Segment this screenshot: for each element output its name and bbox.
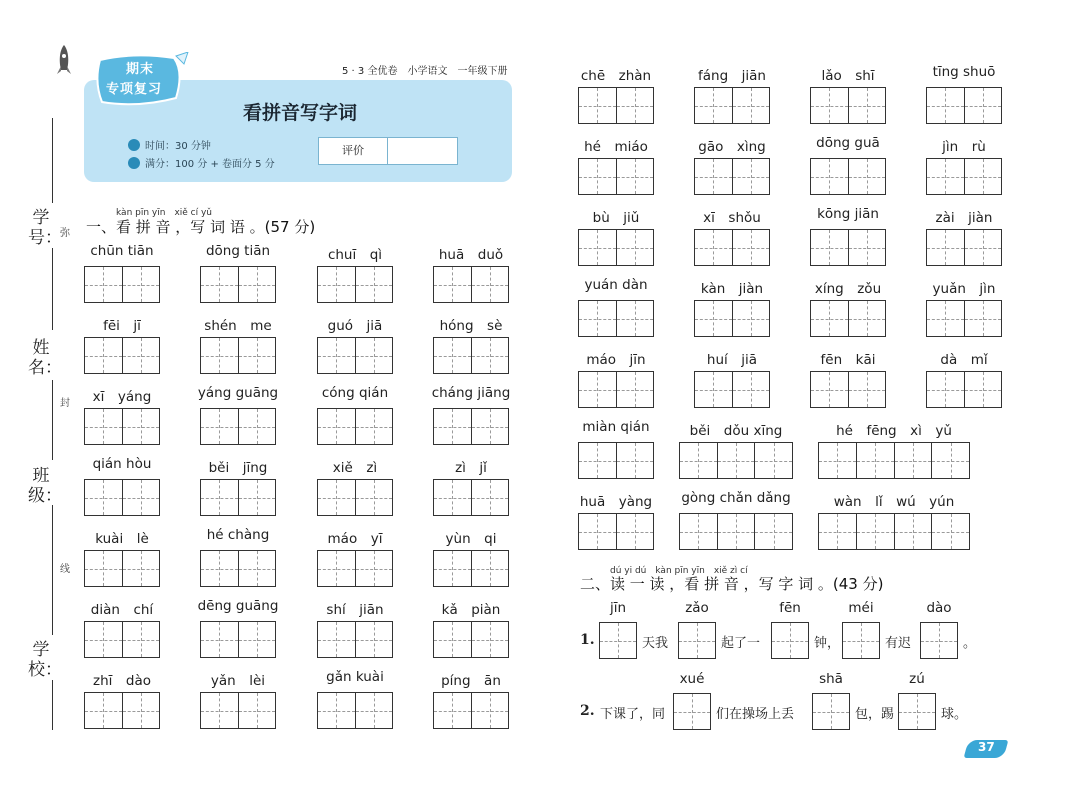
- grid-cell[interactable]: [318, 409, 355, 444]
- writing-grid[interactable]: [679, 442, 793, 479]
- pinyin-label: shén me: [204, 318, 272, 334]
- writing-grid[interactable]: [84, 337, 160, 374]
- answer-box[interactable]: [920, 622, 958, 659]
- grid-cell[interactable]: [355, 409, 393, 444]
- writing-grid[interactable]: [694, 158, 770, 195]
- grid-cell[interactable]: [695, 230, 732, 265]
- page-number: 37: [978, 740, 995, 754]
- grid-cell[interactable]: [811, 301, 848, 336]
- evaluation-label: 评价: [319, 138, 388, 164]
- grid-cell[interactable]: [318, 622, 355, 657]
- grid-cell[interactable]: [894, 443, 932, 478]
- writing-grid[interactable]: [694, 300, 770, 337]
- writing-grid[interactable]: [433, 408, 509, 445]
- grid-cell[interactable]: [927, 88, 964, 123]
- grid-cell[interactable]: [434, 338, 471, 373]
- grid-cell[interactable]: [122, 338, 160, 373]
- grid-cell[interactable]: [85, 338, 122, 373]
- answer-box[interactable]: [898, 693, 936, 730]
- grid-cell[interactable]: [856, 443, 894, 478]
- pinyin-label: kàn jiàn: [700, 281, 764, 297]
- grid-cell[interactable]: [201, 267, 238, 302]
- writing-grid[interactable]: [433, 337, 509, 374]
- rocket-icon: [56, 44, 72, 78]
- grid-cell[interactable]: [201, 480, 238, 515]
- grid-cell[interactable]: [848, 301, 886, 336]
- grid-cell[interactable]: [717, 443, 755, 478]
- writing-grid[interactable]: [810, 158, 886, 195]
- margin-line: [52, 118, 53, 203]
- sentence-text: 起了一: [721, 636, 761, 651]
- answer-box[interactable]: [842, 622, 880, 659]
- grid-cell[interactable]: [616, 372, 654, 407]
- sentence-pinyin: fēn: [779, 600, 801, 616]
- grid-cell[interactable]: [471, 622, 509, 657]
- grid-cell[interactable]: [85, 693, 122, 728]
- grid-cell[interactable]: [732, 372, 770, 407]
- grid-cell[interactable]: [122, 693, 160, 728]
- pinyin-label: kōng jiān: [817, 206, 879, 222]
- sentence-pinyin: xué: [679, 671, 705, 687]
- pinyin-label: dōng guā: [816, 135, 880, 151]
- pinyin-label: xiě zì: [332, 460, 378, 476]
- writing-grid[interactable]: [84, 479, 160, 516]
- pinyin-label: xī yáng: [92, 389, 152, 405]
- grid-cell[interactable]: [355, 622, 393, 657]
- grid-cell[interactable]: [122, 267, 160, 302]
- answer-box[interactable]: [771, 622, 809, 659]
- grid-cell[interactable]: [434, 480, 471, 515]
- pinyin-label: dēng guāng: [197, 598, 279, 614]
- grid-cell[interactable]: [931, 443, 969, 478]
- pinyin-label: yuán dàn: [584, 277, 648, 293]
- pinyin-label: bù jiǔ: [592, 210, 640, 226]
- pinyin-label: běi jīng: [208, 460, 268, 476]
- grid-cell[interactable]: [318, 693, 355, 728]
- grid-cell[interactable]: [754, 514, 792, 549]
- school-label: 学校：: [28, 640, 62, 680]
- grid-cell[interactable]: [616, 443, 654, 478]
- grid-cell[interactable]: [579, 443, 616, 478]
- grid-cell[interactable]: [695, 88, 732, 123]
- grid-cell[interactable]: [122, 409, 160, 444]
- grid-cell[interactable]: [355, 480, 393, 515]
- writing-grid[interactable]: [694, 229, 770, 266]
- answer-box[interactable]: [812, 693, 850, 730]
- name-label: 姓名：: [28, 338, 62, 378]
- pinyin-label: chē zhàn: [580, 68, 652, 84]
- grid-cell[interactable]: [85, 267, 122, 302]
- grid-cell[interactable]: [434, 693, 471, 728]
- margin-line: [52, 248, 53, 330]
- grid-cell[interactable]: [434, 551, 471, 586]
- sentence2-number: 2.: [580, 703, 595, 719]
- writing-grid[interactable]: [200, 692, 276, 729]
- grid-cell[interactable]: [318, 551, 355, 586]
- grid-cell[interactable]: [471, 551, 509, 586]
- seal-word: 封: [60, 398, 70, 409]
- grid-cell[interactable]: [717, 514, 755, 549]
- pinyin-label: gòng chǎn dǎng: [681, 490, 791, 506]
- writing-grid[interactable]: [578, 229, 654, 266]
- grid-cell[interactable]: [85, 622, 122, 657]
- margin-line: [52, 380, 53, 460]
- writing-grid[interactable]: [926, 87, 1002, 124]
- student-id-label: 学号：: [28, 208, 62, 248]
- grid-cell[interactable]: [238, 693, 276, 728]
- grid-cell[interactable]: [931, 514, 969, 549]
- section1-ruby: kàn pīn yīn xiě cí yǔ: [116, 208, 213, 218]
- writing-grid[interactable]: [317, 408, 393, 445]
- grid-cell[interactable]: [579, 88, 616, 123]
- pinyin-label: kuài lè: [95, 531, 149, 547]
- clock-icon: [128, 139, 140, 151]
- evaluation-box: [318, 137, 458, 165]
- grid-cell[interactable]: [238, 409, 276, 444]
- section1-title: 一、看 拼 音 ，写 词 语 。(57 分): [86, 218, 316, 236]
- grid-cell[interactable]: [695, 301, 732, 336]
- pinyin-label: běi dǒu xīng: [689, 423, 783, 439]
- grid-cell[interactable]: [811, 372, 848, 407]
- grid-cell[interactable]: [964, 88, 1002, 123]
- grid-cell[interactable]: [927, 230, 964, 265]
- grid-cell[interactable]: [680, 514, 717, 549]
- sentence-text: 们在操场上丢: [716, 707, 795, 722]
- pinyin-label: diàn chí: [90, 602, 154, 618]
- grid-cell[interactable]: [434, 409, 471, 444]
- grid-cell[interactable]: [848, 159, 886, 194]
- pinyin-label: dōng tiān: [205, 243, 271, 259]
- grid-cell[interactable]: [471, 338, 509, 373]
- pinyin-label: yuǎn jìn: [932, 281, 996, 297]
- sentence1-number: 1.: [580, 632, 595, 648]
- grid-cell[interactable]: [811, 230, 848, 265]
- pinyin-label: hé fēng xì yǔ: [836, 423, 952, 439]
- grid-cell[interactable]: [434, 622, 471, 657]
- pinyin-label: chūn tiān: [90, 243, 154, 259]
- pinyin-label: shí jiān: [326, 602, 384, 618]
- writing-grid[interactable]: [317, 621, 393, 658]
- pinyin-label: zài jiàn: [935, 210, 993, 226]
- grid-cell[interactable]: [355, 267, 393, 302]
- writing-grid[interactable]: [694, 371, 770, 408]
- badge-line1: 期末: [126, 62, 155, 77]
- section2-ruby: dú yi dú kàn pīn yīn xiě zì cí: [610, 566, 748, 576]
- answer-box[interactable]: [678, 622, 716, 659]
- pinyin-label: huā yàng: [579, 494, 653, 510]
- grid-cell[interactable]: [927, 301, 964, 336]
- grid-cell[interactable]: [819, 443, 856, 478]
- grid-cell[interactable]: [122, 480, 160, 515]
- grid-cell[interactable]: [122, 622, 160, 657]
- grid-cell[interactable]: [927, 159, 964, 194]
- grid-cell[interactable]: [695, 159, 732, 194]
- pinyin-label: guó jiā: [327, 318, 383, 334]
- writing-grid[interactable]: [578, 513, 654, 550]
- writing-grid[interactable]: [926, 371, 1002, 408]
- pinyin-label: huā duǒ: [438, 247, 504, 263]
- grid-cell[interactable]: [122, 551, 160, 586]
- pinyin-label: fēi jī: [103, 318, 141, 334]
- grid-cell[interactable]: [355, 338, 393, 373]
- grid-cell[interactable]: [238, 267, 276, 302]
- grid-cell[interactable]: [579, 514, 616, 549]
- grid-cell[interactable]: [819, 514, 856, 549]
- grid-cell[interactable]: [927, 372, 964, 407]
- grid-cell[interactable]: [238, 338, 276, 373]
- pinyin-label: gǎn kuài: [326, 669, 384, 685]
- pinyin-label: yǎn lèi: [210, 673, 266, 689]
- writing-grid[interactable]: [84, 692, 160, 729]
- pinyin-label: hé chàng: [206, 527, 270, 543]
- grid-cell[interactable]: [579, 159, 616, 194]
- grid-cell[interactable]: [238, 480, 276, 515]
- writing-grid[interactable]: [200, 479, 276, 516]
- writing-grid[interactable]: [810, 87, 886, 124]
- grid-cell[interactable]: [471, 409, 509, 444]
- pinyin-label: yùn qi: [445, 531, 497, 547]
- margin-line: [52, 505, 53, 635]
- writing-grid[interactable]: [810, 371, 886, 408]
- sentence-pinyin: zú: [909, 671, 925, 687]
- sentence-pinyin: dào: [926, 600, 952, 616]
- writing-grid[interactable]: [317, 550, 393, 587]
- class-label: 班级：: [28, 466, 62, 506]
- page-title: 看拼音写字词: [242, 102, 357, 124]
- writing-grid[interactable]: [926, 300, 1002, 337]
- grid-cell[interactable]: [85, 551, 122, 586]
- writing-grid[interactable]: [679, 513, 793, 550]
- pinyin-label: wàn lǐ wú yún: [833, 494, 955, 510]
- sentence-pinyin: jīn: [609, 600, 627, 616]
- pinyin-label: xíng zǒu: [814, 281, 882, 297]
- grid-cell[interactable]: [616, 514, 654, 549]
- writing-grid[interactable]: [433, 621, 509, 658]
- seal-word: 线: [60, 564, 70, 575]
- sentence-text: 包，踢: [855, 707, 895, 722]
- pinyin-label: cóng qián: [321, 385, 389, 401]
- writing-grid[interactable]: [84, 550, 160, 587]
- grid-cell[interactable]: [318, 480, 355, 515]
- grid-cell[interactable]: [848, 230, 886, 265]
- pinyin-label: fēn kāi: [820, 352, 876, 368]
- writing-grid[interactable]: [578, 300, 654, 337]
- writing-grid[interactable]: [317, 692, 393, 729]
- time-info: 时间：30 分钟: [145, 141, 211, 152]
- grid-cell[interactable]: [695, 372, 732, 407]
- writing-grid[interactable]: [810, 300, 886, 337]
- pinyin-label: hé miáo: [584, 139, 648, 155]
- writing-grid[interactable]: [818, 513, 970, 550]
- pinyin-label: yáng guāng: [197, 385, 279, 401]
- pinyin-label: lǎo shī: [821, 68, 875, 84]
- grid-cell[interactable]: [471, 267, 509, 302]
- grid-cell[interactable]: [964, 230, 1002, 265]
- writing-grid[interactable]: [84, 266, 160, 303]
- pinyin-label: cháng jiāng: [431, 385, 511, 401]
- sentence-pinyin: méi: [848, 600, 874, 616]
- grid-cell[interactable]: [680, 443, 717, 478]
- grid-cell[interactable]: [579, 372, 616, 407]
- sentence-pinyin: shā: [819, 671, 843, 687]
- grid-cell[interactable]: [238, 551, 276, 586]
- sentence-text: 有迟: [885, 636, 912, 651]
- margin-line: [52, 680, 53, 730]
- writing-grid[interactable]: [578, 87, 654, 124]
- pinyin-label: máo yī: [327, 531, 383, 547]
- pinyin-label: qián hòu: [92, 456, 152, 472]
- grid-cell[interactable]: [811, 88, 848, 123]
- series-label: 5 · 3 全优卷 小学语文 一年级下册: [342, 66, 508, 77]
- writing-grid[interactable]: [317, 266, 393, 303]
- grid-cell[interactable]: [732, 88, 770, 123]
- grid-cell[interactable]: [856, 514, 894, 549]
- writing-grid[interactable]: [200, 337, 276, 374]
- writing-grid[interactable]: [433, 479, 509, 516]
- pinyin-label: huí jiā: [706, 352, 758, 368]
- answer-box[interactable]: [599, 622, 637, 659]
- grid-cell[interactable]: [964, 372, 1002, 407]
- grid-cell[interactable]: [848, 372, 886, 407]
- pinyin-label: miàn qián: [582, 419, 650, 435]
- sentence-text: 天我: [642, 636, 669, 651]
- writing-grid[interactable]: [578, 158, 654, 195]
- grid-cell[interactable]: [616, 88, 654, 123]
- grid-cell[interactable]: [579, 301, 616, 336]
- grid-cell[interactable]: [85, 480, 122, 515]
- pinyin-label: hóng sè: [439, 318, 503, 334]
- grid-cell[interactable]: [964, 159, 1002, 194]
- grid-cell[interactable]: [434, 267, 471, 302]
- writing-grid[interactable]: [578, 371, 654, 408]
- writing-grid[interactable]: [810, 229, 886, 266]
- grid-cell[interactable]: [732, 301, 770, 336]
- writing-grid[interactable]: [433, 550, 509, 587]
- grid-cell[interactable]: [471, 693, 509, 728]
- pinyin-label: dà mǐ: [940, 352, 988, 368]
- writing-grid[interactable]: [433, 266, 509, 303]
- writing-grid[interactable]: [84, 408, 160, 445]
- writing-grid[interactable]: [926, 158, 1002, 195]
- sentence-pinyin: zǎo: [685, 600, 709, 616]
- badge-line2: 专项复习: [106, 82, 163, 97]
- pinyin-label: máo jīn: [586, 352, 646, 368]
- pinyin-label: chuī qì: [327, 247, 383, 263]
- pinyin-label: kǎ piàn: [441, 602, 501, 618]
- seal-word: 弥: [60, 228, 70, 239]
- grid-cell[interactable]: [616, 230, 654, 265]
- writing-grid[interactable]: [317, 479, 393, 516]
- pinyin-label: fáng jiān: [698, 68, 766, 84]
- sentence-text: 球。: [941, 707, 968, 722]
- sentence-text: 下课了，同: [600, 707, 666, 722]
- grid-cell[interactable]: [238, 622, 276, 657]
- pinyin-label: tīng shuō: [932, 64, 996, 80]
- pinyin-label: jìn rù: [942, 139, 986, 155]
- writing-grid[interactable]: [433, 692, 509, 729]
- check-icon: [128, 157, 140, 169]
- pinyin-label: zhī dào: [93, 673, 151, 689]
- grid-cell[interactable]: [754, 443, 792, 478]
- writing-grid[interactable]: [926, 229, 1002, 266]
- grid-cell[interactable]: [616, 159, 654, 194]
- writing-grid[interactable]: [200, 621, 276, 658]
- grid-cell[interactable]: [616, 301, 654, 336]
- writing-grid[interactable]: [200, 408, 276, 445]
- sentence-text: 钟，: [814, 636, 841, 651]
- grid-cell[interactable]: [355, 693, 393, 728]
- grid-cell[interactable]: [732, 230, 770, 265]
- sentence-text: 。: [963, 636, 977, 651]
- grid-cell[interactable]: [894, 514, 932, 549]
- pinyin-label: gāo xìng: [698, 139, 766, 155]
- grid-cell[interactable]: [201, 551, 238, 586]
- writing-grid[interactable]: [818, 442, 970, 479]
- writing-grid[interactable]: [694, 87, 770, 124]
- writing-grid[interactable]: [84, 621, 160, 658]
- section2-title: 二、读 一 读 ，看 拼 音 ，写 字 词 。(43 分): [580, 575, 884, 593]
- grid-cell[interactable]: [201, 409, 238, 444]
- grid-cell[interactable]: [201, 622, 238, 657]
- grid-cell[interactable]: [471, 480, 509, 515]
- grid-cell[interactable]: [318, 267, 355, 302]
- score-info: 满分：100 分 + 卷面分 5 分: [145, 159, 275, 170]
- grid-cell[interactable]: [579, 230, 616, 265]
- grid-cell[interactable]: [964, 301, 1002, 336]
- answer-box[interactable]: [673, 693, 711, 730]
- grid-cell[interactable]: [355, 551, 393, 586]
- grid-cell[interactable]: [811, 159, 848, 194]
- grid-cell[interactable]: [848, 88, 886, 123]
- writing-grid[interactable]: [200, 550, 276, 587]
- grid-cell[interactable]: [318, 338, 355, 373]
- writing-grid[interactable]: [200, 266, 276, 303]
- grid-cell[interactable]: [201, 338, 238, 373]
- grid-cell[interactable]: [201, 693, 238, 728]
- grid-cell[interactable]: [85, 409, 122, 444]
- grid-cell[interactable]: [732, 159, 770, 194]
- writing-grid[interactable]: [578, 442, 654, 479]
- pinyin-label: zì jǐ: [455, 460, 487, 476]
- pinyin-label: xī shǒu: [703, 210, 761, 226]
- writing-grid[interactable]: [317, 337, 393, 374]
- pinyin-label: píng ān: [441, 673, 501, 689]
